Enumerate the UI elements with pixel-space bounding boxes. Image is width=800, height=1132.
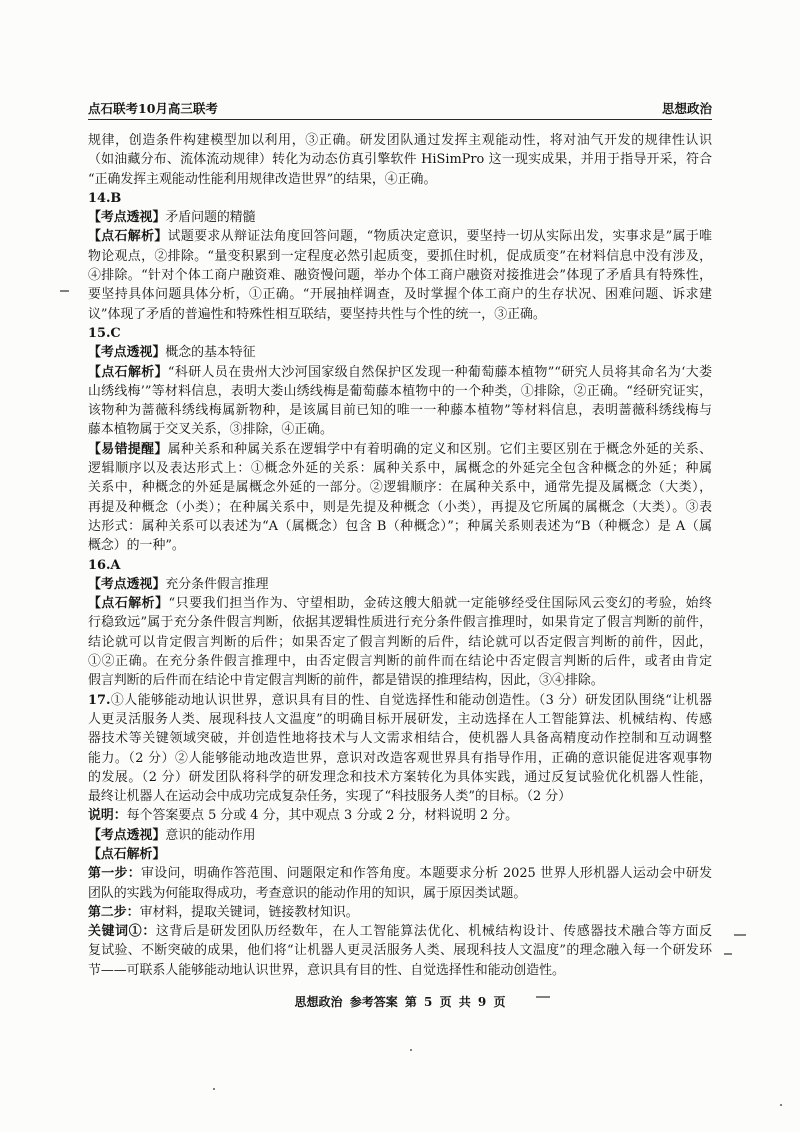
q15-yicuo-line: 概念）的一种”。 <box>88 538 185 554</box>
q17-number: 17. <box>88 692 111 708</box>
scan-mark <box>780 1104 782 1106</box>
keyword1-line <box>88 922 712 941</box>
q15-jiexi-line <box>88 363 712 382</box>
scan-mark <box>60 290 69 292</box>
exam-name: 点石联考10月高三联考 <box>88 101 218 116</box>
scan-mark <box>410 1049 412 1051</box>
q14-jiexi-line: 议”体现了矛盾的普遍性和特殊性相互联结，要坚持共性与个性的统一，③正确。 <box>88 306 546 322</box>
jiexi-text: 试题要求从辩证法角度回答问题，“物质决定意识，要坚持一切从实际出发，实事求是”属于唯 <box>167 229 712 245</box>
q17-note <box>88 806 712 825</box>
q15-jiexi-line: 山绣线梅’”等材料信息，表明大娄山绣线梅是葡萄藤本植物中的一个种类，①排除，②正确。“经研究证实， <box>88 383 712 399</box>
step2-label: 第二步： <box>88 904 140 920</box>
continuation-line: 规律，创造条件构建模型加以利用，③正确。研发团队通过发挥主观能动性，将对油气开发的规律性认识 <box>88 133 712 148</box>
yicuo-text: 属种关系和种属关系在逻辑学中有着明确的定义和区别。它们主要区别在于概念外延的关系、 <box>167 441 713 457</box>
q15-jiexi-line: 藤本植物属于交叉关系，③排除，④正确。 <box>88 422 333 438</box>
q16-jiexi-line <box>88 594 712 613</box>
q17-jiexi-label: 【点石解析】 <box>88 846 166 862</box>
q16-kaodian <box>88 575 712 594</box>
q14-jiexi-line: ④排除。“针对个体工商户融资难、融资慢问题，举办个体工商户融资对接推进会”体现了矛盾具有特殊性， <box>88 268 712 284</box>
note-label: 说明： <box>88 808 127 824</box>
q16-jiexi-line: 假言判断的后件而在结论中肯定假言判断的前件，都是错误的推理结构，因此，③④排除。 <box>88 673 604 689</box>
q17-kaodian <box>88 826 712 845</box>
q15-number: 15.C <box>88 325 121 341</box>
kaodian-label: 【考点透视】 <box>88 210 166 226</box>
kaodian-label: 【考点透视】 <box>88 576 166 592</box>
kaodian-text: 矛盾问题的精髓 <box>165 210 256 226</box>
keyword1-line: 复试验、不断突破的成果，他们将“让机器人更灵活服务人类、展现科技人文温度”的理念融入每一个研发环 <box>88 943 712 959</box>
q14-jiexi-line: 要坚持具体问题具体分析，①正确。“开展抽样调查，及时掌握个体工商户的生存状况、困难问题、诉求建 <box>88 287 712 303</box>
q15-yicuo-line: 逻辑顺序以及表达形式上：①概念外延的关系：属种关系中，属概念的外延完全包含种概念的外延；种属 <box>88 461 712 477</box>
q17-answer-line: 人更灵活服务人类、展现科技人文温度”的明确目标开展研发，主动选择在人工智能算法、机械结构、传感 <box>88 711 712 727</box>
step1-text: 审设问，明确作答范围、问题限定和作答角度。本题要求分析 2025 世界人形机器人运动会中研发 <box>140 866 712 882</box>
step2-text: 审材料，提取关键词，链接教材知识。 <box>139 904 359 920</box>
page-footer: 思想政治 参考答案 第 5 页 共 9 页 <box>294 995 506 1009</box>
scan-mark <box>724 953 732 955</box>
q17-answer-line: 最终让机器人在运动会中成功完成复杂任务，实现了“科技服务人类”的目标。（2 分） <box>88 789 572 805</box>
q17-answer-line: 能力。（2 分）②人能够能动地改造世界，意识对改造客观世界具有指导作用，正确的意识能促进客观事物 <box>88 750 712 766</box>
q14-jiexi-line <box>88 227 712 246</box>
note-text: 每个答案要点 5 分或 4 分，其中观点 3 分或 2 分，材料说明 2 分。 <box>126 808 519 824</box>
jiexi-label: 【点石解析】 <box>88 364 168 380</box>
q15-yicuo-line: 达形式：属种关系可以表述为“A（属概念）包含 B（种概念）”；种属关系则表述为“B（种概念）是 A（属 <box>88 518 712 534</box>
keyword1-text: 这背后是研发团队历经数年，在人工智能算法优化、机械结构设计、传感器技术融合等方面反 <box>155 924 713 940</box>
step2-line <box>88 903 712 922</box>
kaodian-label: 【考点透视】 <box>88 827 166 843</box>
jiexi-label: 【点石解析】 <box>88 229 168 245</box>
scan-mark <box>213 1088 215 1090</box>
q17-answer-line: 的发展。（2 分）研发团队将科学的研发理念和技术方案转化为具体实践，通过反复试验优化机器人性能， <box>88 769 712 785</box>
jiexi-text: “科研人员在贵州大沙河国家级自然保护区发现一种葡萄藤本植物”“研究人员将其命名为‘大娄 <box>167 364 712 380</box>
q16-number: 16.A <box>88 557 121 573</box>
q14-number: 14.B <box>88 190 122 206</box>
answer-text: ①人能够能动地认识世界，意识具有目的性、自觉选择性和能动创造性。（3 分）研发团队围绕“让机器 <box>110 692 712 708</box>
kaodian-label: 【考点透视】 <box>88 345 166 361</box>
kaodian-text: 充分条件假言推理 <box>165 576 269 592</box>
kaodian-text: 概念的基本特征 <box>165 345 256 361</box>
answer-body <box>88 131 712 980</box>
q17-answer-line: 器技术等关键领域突破，并创造性地将技术与人文需求相结合，使机器人具备高精度动作控制和互动调整 <box>88 731 712 747</box>
q14-kaodian <box>88 208 712 227</box>
scan-mark <box>536 996 550 998</box>
jiexi-label: 【点石解析】 <box>88 596 169 612</box>
q15-jiexi-line: 该物种为蔷薇科绣线梅属新物种，是该属目前已知的唯一一种藤本植物”等材料信息，表明蔷薇科绣线梅与 <box>88 403 712 419</box>
q17-answer-line <box>88 691 712 710</box>
q16-jiexi-line: 行稳致远”属于充分条件假言判断，依据其逻辑性质进行充分条件假言推理时，如果肯定了假言判断的前件， <box>88 615 712 631</box>
q15-yicuo-line <box>88 440 712 459</box>
jiexi-text: “只要我们担当作为、守望相助，金砖这艘大船就一定能够经受住国际风云变幻的考验，始终 <box>168 596 712 612</box>
continuation-line: （如油藏分布、流体流动规律）转化为动态仿真引擎软件 HiSimPro 这一现实成果，并用于指导开采，符合 <box>88 152 712 168</box>
step1-line: 团队的实践为何能取得成功，考查意识的能动作用的知识，属于原因类试题。 <box>88 885 527 901</box>
page-header <box>88 100 712 120</box>
q15-yicuo-line: 再提及种概念（小类）；在种属关系中，则是先提及种概念（小类），再提及它所属的属概念（大类）。③表 <box>88 499 712 515</box>
scan-mark <box>734 934 746 936</box>
q16-jiexi-line: 结论就可以肯定假言判断的后件；如果否定了假言判断的后件，结论就可以否定假言判断的前件，因此， <box>88 634 712 650</box>
step1-line <box>88 864 712 883</box>
q16-jiexi-line: ①②正确。在充分条件假言推理中，由否定假言判断的前件而在结论中否定假言判断的后件，或者由肯定 <box>88 654 712 670</box>
keyword1-line: 节——可联系人能够能动地认识世界，意识具有目的性、自觉选择性和能动创造性。 <box>88 962 565 978</box>
kaodian-text: 意识的能动作用 <box>165 827 256 843</box>
q15-yicuo-line: 关系中，种概念的外延是属概念外延的一部分。②逻辑顺序：在属种关系中，通常先提及属概念（大类）， <box>88 480 712 496</box>
subject-name: 思想政治 <box>661 101 712 116</box>
keyword1-label: 关键词①： <box>88 924 156 940</box>
yicuo-label: 【易错提醒】 <box>88 441 168 457</box>
q14-jiexi-line: 物论观点，②排除。“量变积累到一定程度必然引起质变，要抓住时机，促成质变”在材料信息中没有涉及， <box>88 248 712 264</box>
continuation-line: “正确发挥主观能动性能利用规律改造世界”的结果，④正确。 <box>88 171 437 187</box>
q15-kaodian <box>88 343 712 362</box>
step1-label: 第一步： <box>88 866 141 882</box>
